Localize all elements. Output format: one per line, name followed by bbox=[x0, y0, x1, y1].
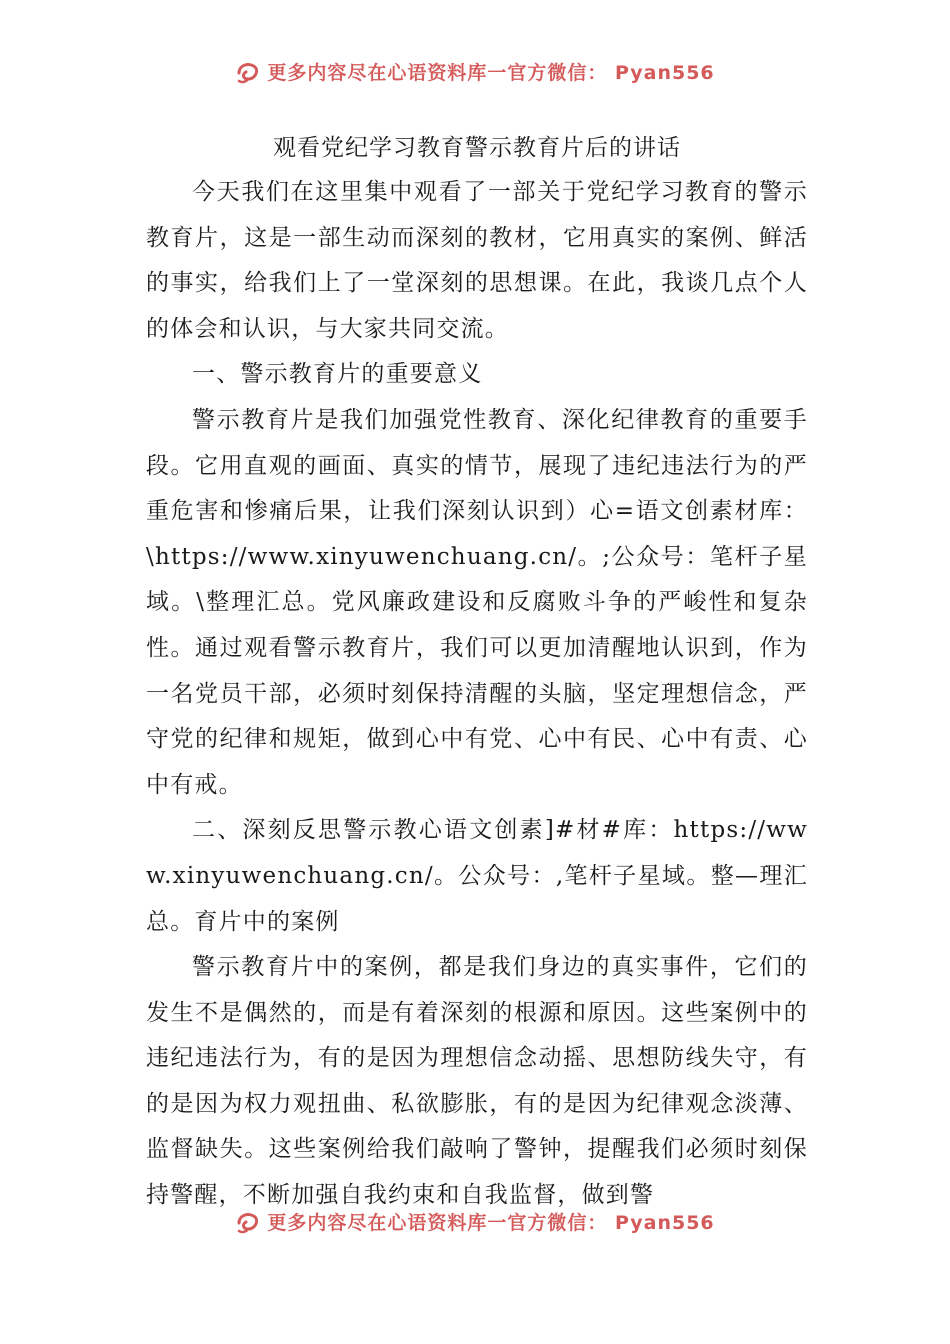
header-watermark bbox=[0, 56, 950, 86]
footer-watermark bbox=[0, 1206, 950, 1236]
section-heading-1: 一、警示教育片的重要意义 bbox=[192, 361, 483, 388]
paragraph-significance: 警示教育片是我们加强党性教育、深化纪律教育的重要手段。它用直观的画面、真实的情节，展现了违纪违法行为的严重危害和惨痛后果，让我们深刻认识到）心=语文创素材库：\https://www.xinyuwenchuang.cn/。;公众号：笔杆子星域。\整理汇总。党风廉政建设和反腐败斗争的严峻性和复杂性。通过观看警示教育片，我们可以更加清醒地认识到，作为一名党员干部，必须时刻保持清醒的头脑，坚定理想信念，严守党的纪律和规矩，做到心中有党、心中有民、心中有责、心中有戒。 bbox=[146, 406, 808, 798]
swirl-logo-icon bbox=[235, 59, 261, 85]
watermark-text: 更多内容尽在心语资料库一官方微信： Pyan556 bbox=[267, 62, 715, 84]
paragraph-intro: 今天我们在这里集中观看了一部关于党纪学习教育的警示教育片，这是一部生动而深刻的教材，它用真实的案例、鲜活的事实，给我们上了一堂深刻的思想课。在此，我谈几点个人的体会和认识，与大家共同交流。 bbox=[146, 179, 808, 342]
watermark-text: 更多内容尽在心语资料库一官方微信： Pyan556 bbox=[267, 1212, 715, 1234]
document-title: 观看党纪学习教育警示教育片后的讲话 bbox=[273, 135, 681, 161]
section-heading-2: 二、深刻反思警示教心语文创素]#材#库：https://www.xinyuwenchuang.cn/。公众号：,笔杆子星域。整—理汇总。育片中的案例 bbox=[146, 817, 808, 935]
paragraph-cases: 警示教育片中的案例，都是我们身边的真实事件，它们的发生不是偶然的，而是有着深刻的根源和原因。这些案例中的违纪违法行为，有的是因为理想信念动摇、思想防线失守，有的是因为权力观扭曲、私欲膨胀，有的是因为纪律观念淡薄、监督缺失。这些案例给我们敲响了警钟，提醒我们必须时刻保持警醒，不断加强自我约束和自我监督，做到警 bbox=[146, 954, 808, 1209]
swirl-logo-icon bbox=[235, 1209, 261, 1235]
document-body bbox=[146, 126, 808, 1219]
